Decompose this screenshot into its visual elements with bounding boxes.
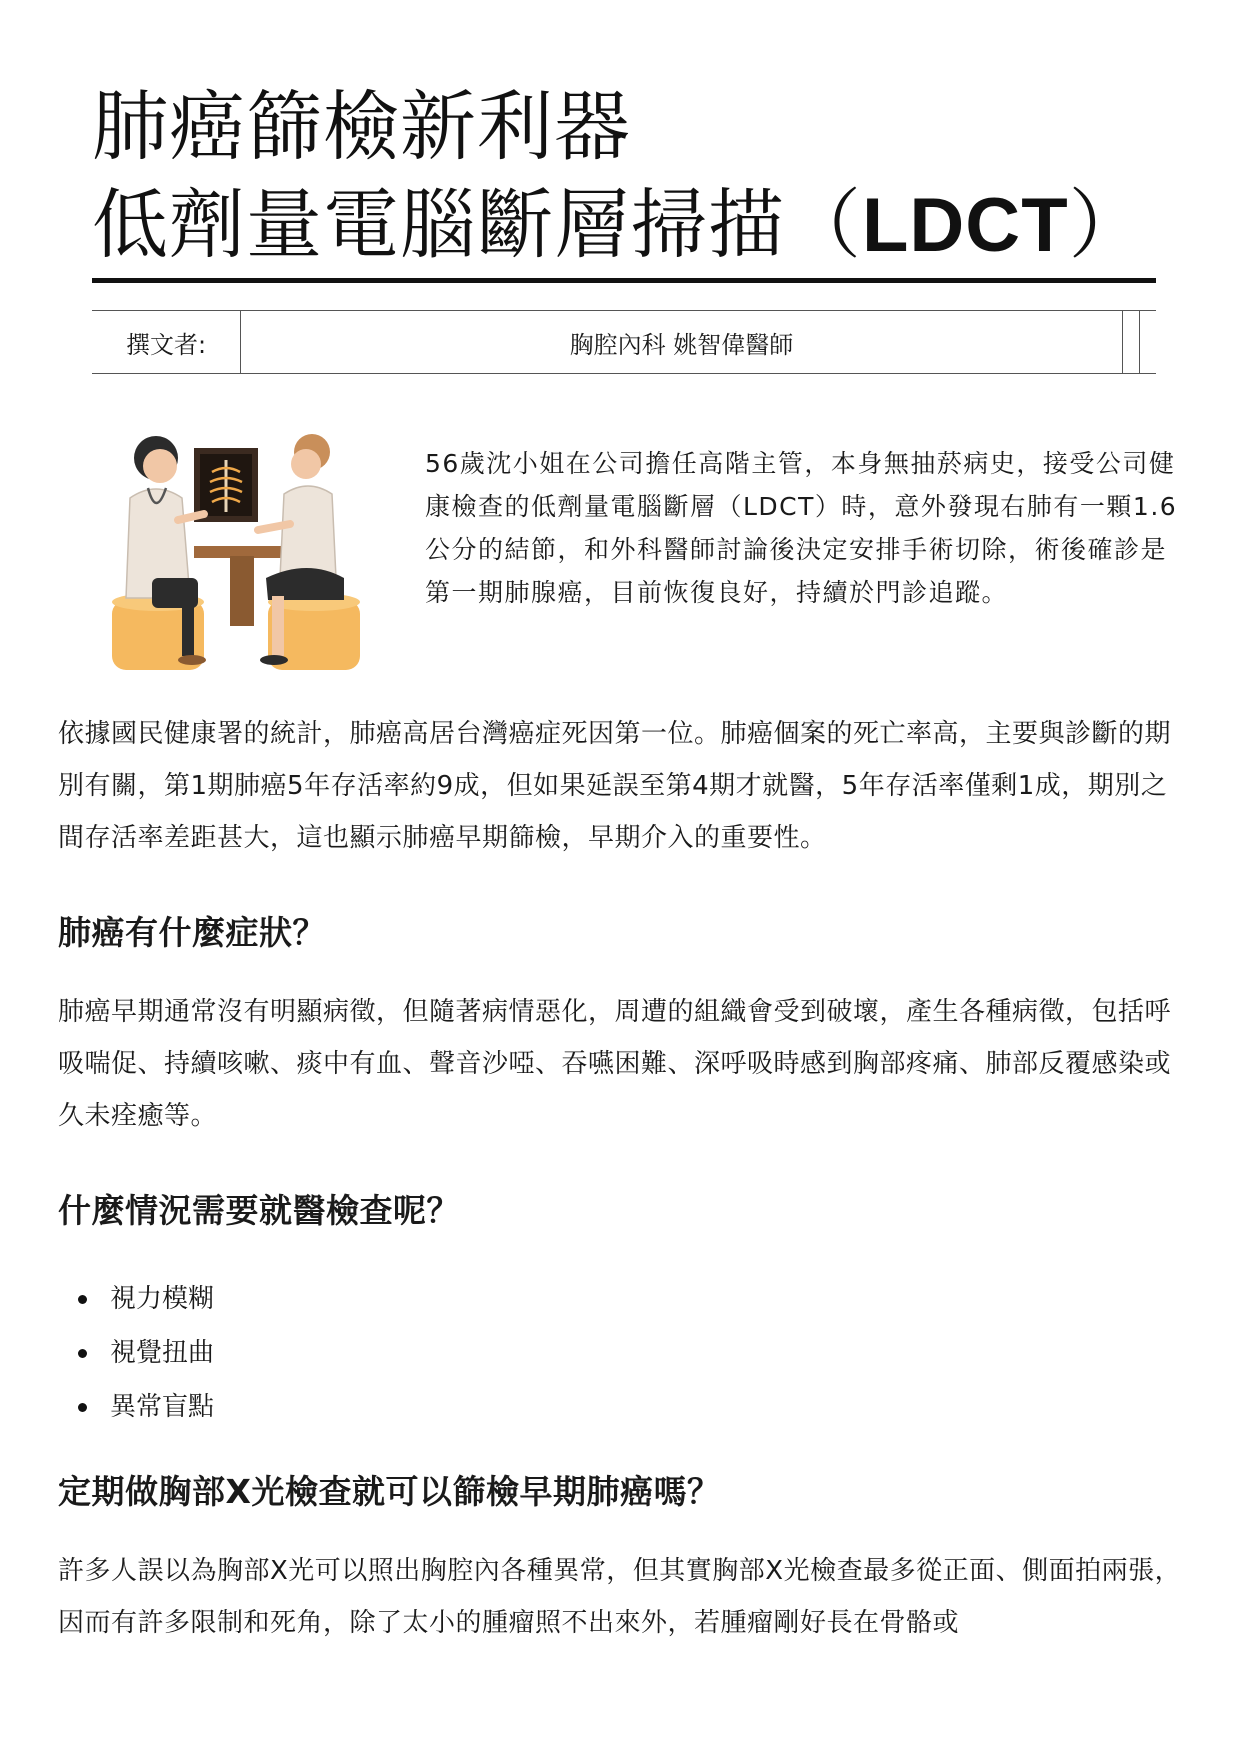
list-item: [70, 1272, 214, 1326]
list-item: [70, 1380, 214, 1434]
title-line-1: 肺癌篩檢新利器: [92, 82, 631, 171]
section-heading-symptoms: 肺癌有什麼症狀？: [58, 913, 326, 952]
author-label: 撰文者:: [92, 311, 241, 373]
statistics-paragraph: 依據國民健康署的統計，肺癌高居台灣癌症死因第一位。肺癌個案的死亡率高，主要與診斷的期別有關，第1期肺癌5年存活率約9成，但如果延誤至第4期才就醫，5年存活率僅剩1成，期別之間存活率差距甚大，這也顯示肺癌早期篩檢，早期介入的重要性。: [58, 719, 1172, 853]
title-line-2-suffix: ）: [1068, 180, 1146, 269]
bullet-icon: [78, 1349, 87, 1358]
symptom-list: [70, 1272, 214, 1434]
list-item-label: 視力模糊: [110, 1284, 215, 1314]
list-item-label: 視覺扭曲: [110, 1338, 215, 1368]
bullet-icon: [78, 1403, 87, 1412]
title-line-2: [92, 176, 1152, 275]
title-line-2-prefix: 低劑量電腦斷層掃描（: [92, 180, 862, 269]
symptoms-paragraph: 肺癌早期通常沒有明顯病徵，但隨著病情惡化，周遭的組織會受到破壞，產生各種病徵，包括呼吸喘促、持續咳嗽、痰中有血、聲音沙啞、吞嚥困難、深呼吸時感到胸部疼痛、肺部反覆感染或久未痊癒等。: [58, 997, 1172, 1131]
title-divider: [92, 278, 1156, 283]
author-name: 胸腔內科 姚智偉醫師: [241, 311, 1123, 373]
xray-paragraph: 許多人誤以為胸部X光可以照出胸腔內各種異常，但其實胸部X光檢查最多從正面、側面拍兩張，因而有許多限制和死角，除了太小的腫瘤照不出來外，若腫瘤剛好長在骨骼或: [58, 1556, 1182, 1638]
bullet-icon: [78, 1295, 87, 1304]
page-title: [92, 78, 1152, 275]
doctor-patient-illustration: [108, 428, 370, 674]
author-empty-cell: [1123, 311, 1140, 373]
section-heading-when-to-see-doctor: 什麼情況需要就醫檢查呢？: [58, 1191, 460, 1230]
title-ldct: LDCT: [862, 183, 1069, 268]
intro-paragraph: 56歲沈小姐在公司擔任高階主管，本身無抽菸病史，接受公司健康檢查的低劑量電腦斷層（LDCT）時，意外發現右肺有一顆1.6公分的結節，和外科醫師討論後決定安排手術切除，術後確診是第一期肺腺癌，目前恢復良好，持續於門診追蹤。: [425, 449, 1178, 607]
author-table: [92, 310, 1156, 374]
section-heading-xray: 定期做胸部X光檢查就可以篩檢早期肺癌嗎？: [58, 1472, 721, 1511]
list-item-label: 異常盲點: [110, 1392, 215, 1422]
author-empty-cell: [1140, 311, 1156, 373]
list-item: [70, 1326, 214, 1380]
